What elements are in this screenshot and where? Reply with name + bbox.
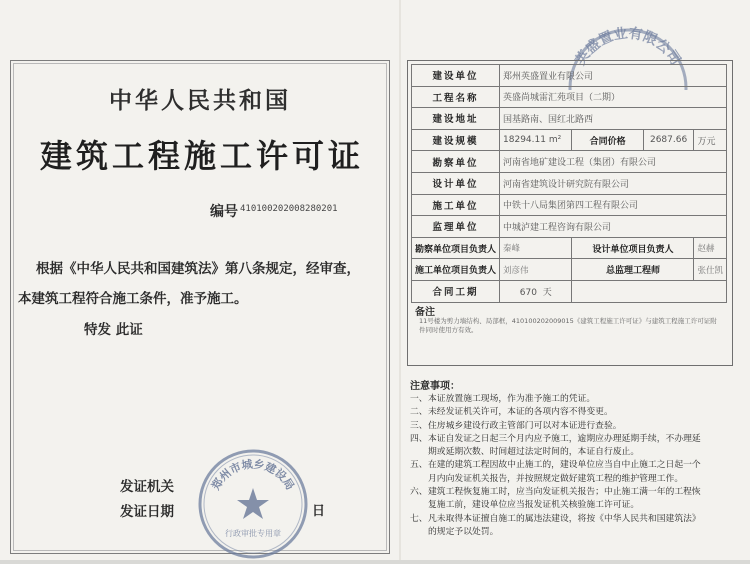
permit-number: 410100202008280201 xyxy=(240,204,338,214)
legal-basis-text: 根据《中华人民共和国建筑法》第八条规定，经审查， xyxy=(36,261,360,277)
list-item: 二、未经发证机关许可，本证的各项内容不得变更。 xyxy=(410,407,613,418)
table-row xyxy=(412,216,727,238)
duration-unit: 天 xyxy=(542,287,552,298)
list-item-continuation: 复施工前，建设单位应当报发证机关核验施工许可证。 xyxy=(428,500,640,511)
row-value: 国基路南、国红北路西 xyxy=(500,108,727,130)
table-row xyxy=(412,86,727,108)
row-label: 施工单位 xyxy=(412,194,500,216)
special-issue-text: 特发 此证 xyxy=(84,322,143,338)
notice-list xyxy=(410,393,736,539)
company-seal-text: 英盛置业有限公司 xyxy=(572,25,684,69)
chief-supervisor-label: 总监理工程师 xyxy=(572,259,694,281)
design-lead-value: 赵赫 xyxy=(694,237,727,259)
notes-section xyxy=(411,300,727,360)
duration-label: 合同工期 xyxy=(412,280,500,302)
list-item-continuation: 的规定予以处罚。 xyxy=(428,526,499,537)
table-row xyxy=(412,129,727,151)
seal-star-icon xyxy=(237,488,269,519)
number-label: 编号 xyxy=(210,204,238,220)
scale-label: 建设规模 xyxy=(412,129,500,151)
scale-value: 18294.11 m² xyxy=(500,129,572,151)
table-row xyxy=(412,172,727,194)
seal-text: 郑州市城乡建设局 xyxy=(209,457,297,493)
list-item: 一、本证放置施工现场，作为准予施工的凭证。 xyxy=(410,394,596,404)
table-row xyxy=(412,259,727,281)
row-label: 建设地址 xyxy=(412,108,500,130)
row-value: 英盛尚城雷汇苑项目（二期） xyxy=(500,86,727,108)
construction-lead-label: 施工单位项目负责人 xyxy=(412,259,500,281)
table-row xyxy=(412,194,727,216)
country-title: 中华人民共和国 xyxy=(109,87,291,114)
list-item-continuation: 月内向发证机关报告，并按照规定做好建筑工程的维护管理工作。 xyxy=(428,473,684,484)
design-lead-label: 设计单位项目负责人 xyxy=(572,237,694,259)
list-item: 四、本证自发证之日起三个月内应予施工，逾期应办理延期手续，不办理延 xyxy=(410,433,701,444)
official-seal xyxy=(193,444,313,564)
price-label: 合同价格 xyxy=(572,129,643,151)
approval-text: 本建筑工程符合施工条件，准予施工。 xyxy=(18,291,248,307)
price-unit: 万元 xyxy=(694,129,727,151)
list-item: 七、凡未取得本证擅自施工的属违法建设，将按《中华人民共和国建筑法》 xyxy=(410,513,701,524)
issue-date-label: 发证日期 xyxy=(120,504,174,520)
price-value: 2687.66 xyxy=(643,129,694,151)
row-label: 勘察单位 xyxy=(412,151,500,173)
row-value: 中铁十八局集团第四工程有限公司 xyxy=(500,194,727,216)
chief-supervisor-value: 张仕凯 xyxy=(694,259,727,281)
table-row xyxy=(412,65,727,87)
duration-value xyxy=(500,280,572,302)
table-row xyxy=(412,108,727,130)
duration-number: 670 xyxy=(519,287,537,298)
permit-title: 建筑工程施工许可证 xyxy=(39,137,364,175)
issuing-authority-label: 发证机关 xyxy=(120,479,174,495)
list-item: 三、住房城乡建设行政主管部门可以对本证进行查验。 xyxy=(410,420,622,431)
row-label: 建设单位 xyxy=(412,65,500,87)
survey-lead-label: 勘察单位项目负责人 xyxy=(412,237,500,259)
seal-subtext: 行政审批专用章 xyxy=(225,529,281,538)
notice-title: 注意事项： xyxy=(410,381,460,392)
table-row xyxy=(412,237,727,259)
row-value: 郑州英盛置业有限公司 xyxy=(500,65,727,87)
table-row xyxy=(412,280,727,302)
permit-info-table xyxy=(411,64,727,303)
empty-cell xyxy=(572,280,727,302)
notes-text: 11号楼为剪力墙结构、局部框，410100202009015《建筑工程施工许可证》与建筑工程施工许可证附件同时使用方有效。 xyxy=(419,317,717,334)
row-label: 监理单位 xyxy=(412,216,500,238)
list-item: 六、建筑工程恢复施工时，应当向发证机关报告；中止施工满一年的工程恢 xyxy=(410,487,701,498)
list-item: 五、在建的建筑工程因故中止施工的，建设单位应当自中止施工之日起一个 xyxy=(410,460,701,471)
row-value: 河南省建筑设计研究院有限公司 xyxy=(500,172,727,194)
day-mark: 日 xyxy=(312,504,326,519)
row-label: 工程名称 xyxy=(412,86,500,108)
row-value: 中城泸建工程咨询有限公司 xyxy=(500,216,727,238)
notes-label: 备注 xyxy=(415,307,435,318)
construction-lead-value: 刘彦伟 xyxy=(500,259,572,281)
row-label: 设计单位 xyxy=(412,172,500,194)
list-item-continuation: 期或延期次数、时间超过法定时间的，本证自行废止。 xyxy=(428,447,640,458)
table-row xyxy=(412,151,727,173)
row-value: 河南省地矿建设工程（集团）有限公司 xyxy=(500,151,727,173)
survey-lead-value: 秦峰 xyxy=(500,237,572,259)
